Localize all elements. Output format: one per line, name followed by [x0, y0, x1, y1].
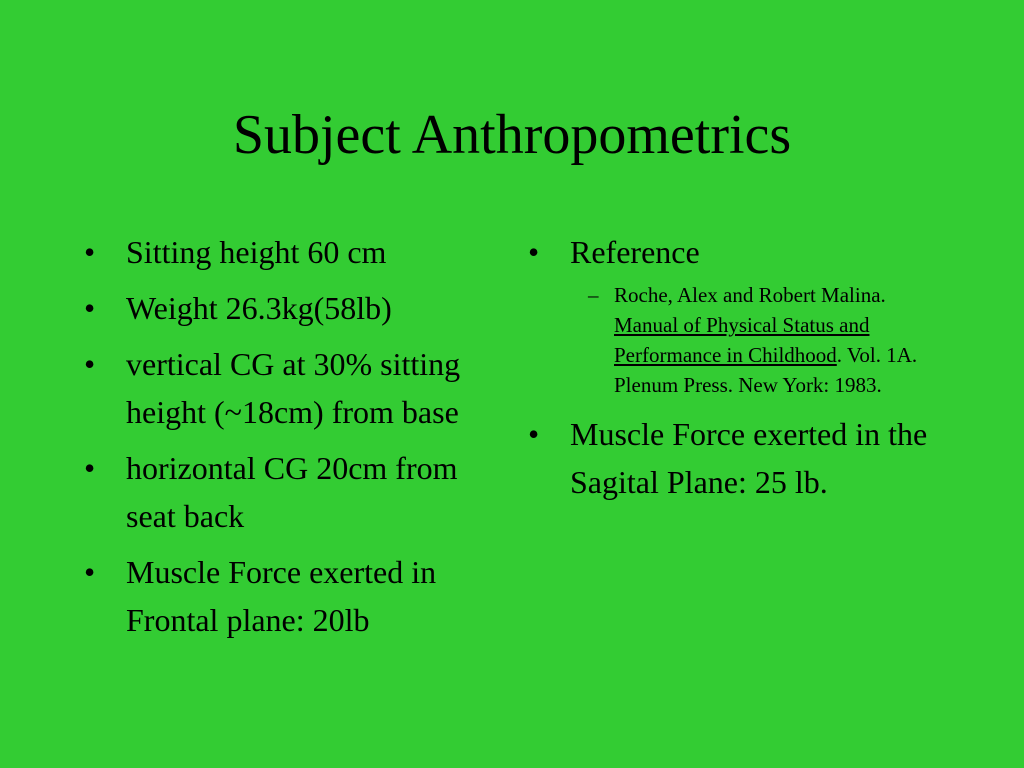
citation-authors: Roche, Alex and Robert Malina. [614, 283, 886, 307]
left-bullet-list [84, 228, 504, 644]
reference-label: Reference [570, 234, 700, 270]
list-item [84, 548, 504, 644]
bullet-icon: • [84, 450, 96, 486]
bullet-icon: • [84, 290, 96, 326]
list-item [84, 340, 504, 436]
list-item-text: horizontal CG 20cm from seat back [126, 450, 458, 534]
left-column [84, 228, 504, 652]
reference-item [528, 228, 938, 400]
list-item-text: Sitting height 60 cm [126, 234, 387, 270]
right-bullet-list [528, 228, 938, 506]
citation-book-title: Manual of Physical Status and Performance in Childhood [614, 313, 870, 367]
bullet-icon: • [528, 416, 540, 452]
bullet-icon: • [528, 234, 540, 270]
list-item [528, 410, 938, 506]
slide-title: Subject Anthropometrics [232, 104, 792, 166]
list-item [84, 284, 504, 332]
list-item-text: Muscle Force exerted in the Sagital Plane: 25 lb. [570, 416, 928, 500]
citation-item [570, 280, 938, 400]
dash-icon: – [588, 283, 599, 307]
list-item-text: vertical CG at 30% sitting height (~18cm) from base [126, 346, 461, 430]
list-item [84, 444, 504, 540]
right-column [528, 228, 938, 514]
bullet-icon: • [84, 234, 96, 270]
bullet-icon: • [84, 554, 96, 590]
reference-sublist [570, 280, 938, 400]
list-item-text: Weight 26.3kg(58lb) [126, 290, 392, 326]
citation-details: . Vol. 1A. Plenum Press. New York: 1983. [614, 343, 918, 397]
list-item-text: Muscle Force exerted in Frontal plane: 20lb [126, 554, 437, 638]
bullet-icon: • [84, 346, 96, 382]
list-item [84, 228, 504, 276]
